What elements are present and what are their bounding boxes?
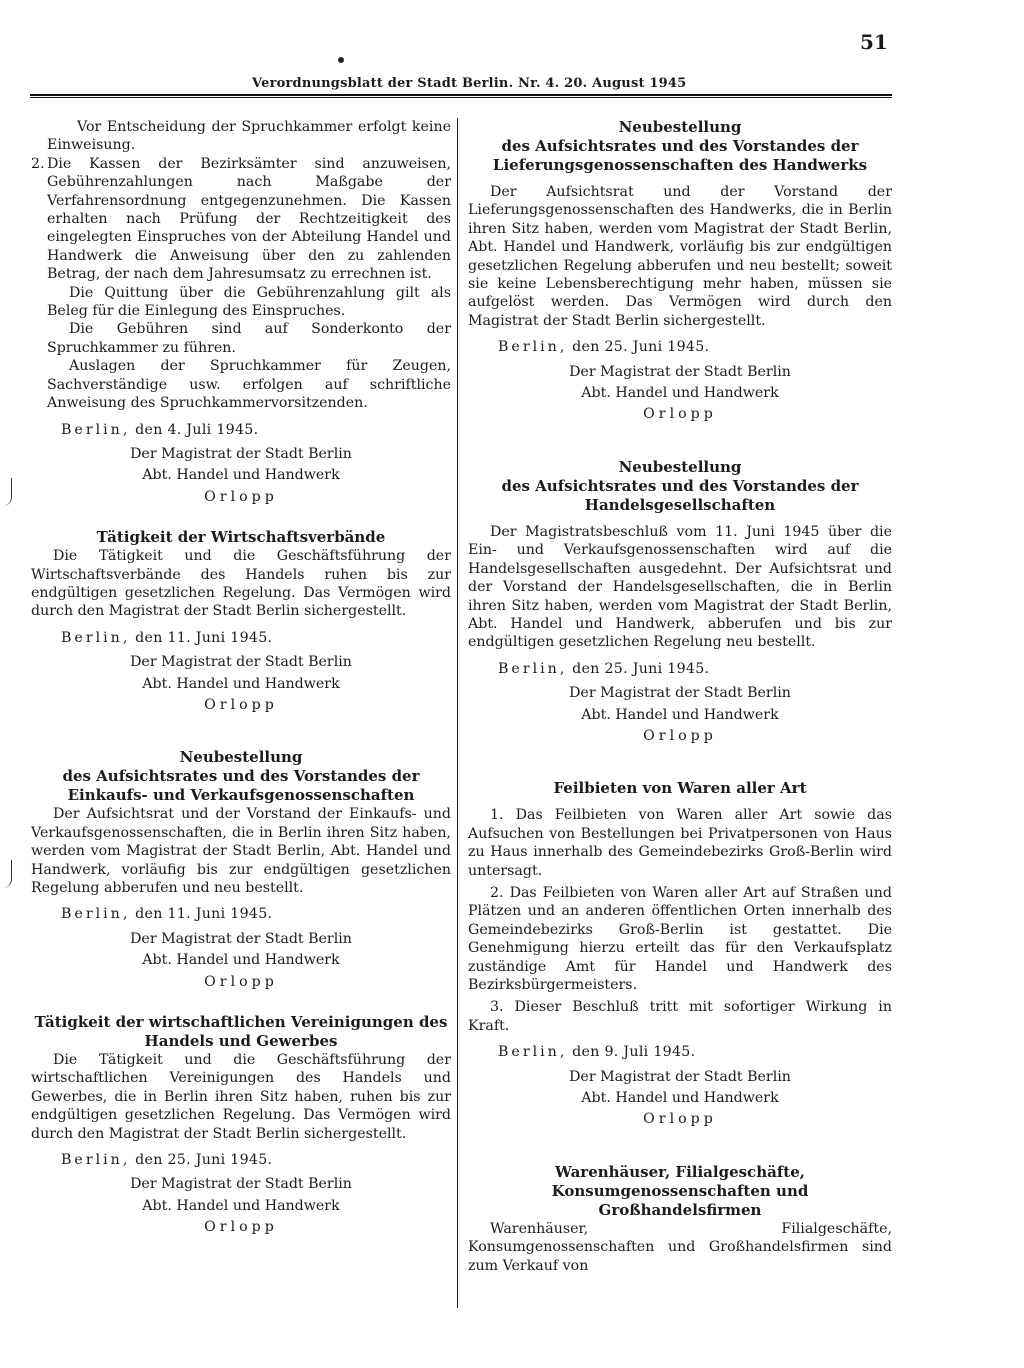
- item-text: Die Kassen der Bezirksämter sind anzuweisen, Gebührenzahlungen nach Maßgabe der Verfahrensordnung entgegenzunehmen. Die Kassen erhalten nach Prüfung der Rechtzeitigkeit des eingelegten Einspruches von der Abteilung Handel und Handwerk die Anweisung über den zu zahlenden Betrag, der nach dem Jahresumsatz zu errechnen ist.: [47, 155, 451, 283]
- place-date: Berlin, den 11. Juni 1945.: [61, 906, 273, 923]
- left-column: [31, 118, 451, 1237]
- signature-name: Orlopp: [643, 406, 717, 423]
- place-date: Berlin, den 11. Juni 1945.: [61, 629, 273, 646]
- signature-name: Orlopp: [204, 1219, 278, 1236]
- paragraph: Die Quittung über die Gebührenzahlung gilt als Beleg für die Einlegung des Einspruches.: [47, 284, 451, 320]
- signature-department: Abt. Handel und Handwerk: [142, 467, 340, 484]
- signature-department: Abt. Handel und Handwerk: [581, 1090, 779, 1107]
- place-date: Berlin, den 25. Juni 1945.: [61, 1152, 273, 1169]
- paragraph: Der Aufsichtsrat und der Vorstand der Einkaufs- und Verkaufsgenossenschaften, die in Berlin ihren Sitz haben, werden vom Magistrat der Stadt Berlin, Abt. Handel und Handwerk, vorläufig bis zur endgültigen gesetzlichen Regelung abberufen und neu bestellt.: [31, 806, 451, 896]
- numbered-item: [31, 155, 451, 284]
- place-date: Berlin, den 9. Juli 1945.: [498, 1044, 696, 1061]
- signature-authority: Der Magistrat der Stadt Berlin: [130, 445, 352, 462]
- place-date: Berlin, den 25. Juni 1945.: [498, 660, 710, 677]
- section-subheading: des Aufsichtsrates und des Vorstandes der Einkaufs- und Verkaufsgenossenschaften: [62, 767, 420, 805]
- section-heading: Feilbieten von Waren aller Art: [553, 779, 807, 798]
- signature-authority: Der Magistrat der Stadt Berlin: [569, 363, 791, 380]
- place-date: Berlin, den 4. Juli 1945.: [61, 421, 259, 438]
- place-date: Berlin, den 25. Juni 1945.: [498, 339, 710, 356]
- running-header: Verordnungsblatt der Stadt Berlin. Nr. 4. 20. August 1945: [252, 76, 687, 91]
- section-heading: Neubestellung: [618, 118, 742, 136]
- signature-name: Orlopp: [204, 973, 278, 990]
- paragraph: Der Aufsichtsrat und der Vorstand der Lieferungsgenossenschaften des Handwerks, die in Berlin ihren Sitz haben, werden vom Magistrat der Stadt Berlin, Abt. Handel und Handwerk, vorläufig bis zur endgültigen gesetzlichen Regelung abberufen und neu bestellt; soweit sie keine Lebensberechtigung mehr haben, müssen sie aufgelöst werden. Das Vermögen wird durch den Magistrat der Stadt Berlin sichergestellt.: [468, 184, 892, 329]
- paragraph: Die Gebühren sind auf Sonderkonto der Spruchkammer zu führen.: [47, 321, 451, 356]
- header-rule-thin: [30, 97, 892, 98]
- signature-department: Abt. Handel und Handwerk: [581, 385, 779, 402]
- signature-authority: Der Magistrat der Stadt Berlin: [130, 1176, 352, 1193]
- column-divider: [457, 118, 458, 1308]
- paragraph: Die Tätigkeit und die Geschäftsführung der Wirtschaftsverbände des Handels ruhen bis zur endgültigen gesetzlichen Regelung. Das Vermögen wird durch den Magistrat der Stadt Berlin sichergestellt.: [31, 548, 451, 620]
- margin-mark: [3, 860, 12, 888]
- header-rule: [30, 94, 892, 96]
- signature-name: Orlopp: [643, 727, 717, 744]
- signature-authority: Der Magistrat der Stadt Berlin: [569, 685, 791, 702]
- signature-authority: Der Magistrat der Stadt Berlin: [130, 654, 352, 671]
- paragraph: 1. Das Feilbieten von Waren aller Art sowie das Aufsuchen von Bestellungen bei Privatpersonen von Haus zu Haus innerhalb des Gemeindebezirks Groß-Berlin wird untersagt.: [468, 807, 892, 879]
- section-heading: Tätigkeit der Wirtschaftsverbände: [96, 528, 386, 547]
- signature-name: Orlopp: [204, 696, 278, 713]
- right-column: [468, 118, 892, 1275]
- signature-department: Abt. Handel und Handwerk: [142, 1197, 340, 1214]
- section-subheading: des Aufsichtsrates und des Vorstandes der Handelsgesellschaften: [501, 476, 859, 514]
- signature-department: Abt. Handel und Handwerk: [142, 675, 340, 692]
- paragraph: Vor Entscheidung der Spruchkammer erfolgt keine Einweisung.: [47, 119, 451, 154]
- page-number: 51: [860, 30, 888, 54]
- paragraph: Der Magistratsbeschluß vom 11. Juni 1945 über die Ein- und Verkaufsgenossenschaften wird auf die Handelsgesellschaften ausgedehnt. Der Aufsichtsrat und der Vorstand der Handelsgesellschaften, die in Berlin ihren Sitz haben, werden vom Magistrat der Stadt Berlin, Abt. Handel und Handwerk, abberufen und bis zur endgültigen gesetzlichen Regelung neu bestellt.: [468, 523, 892, 651]
- paragraph: Warenhäuser, Filialgeschäfte, Konsumgenossenschaften und Großhandelsfirmen sind zum Verkauf von: [468, 1220, 892, 1274]
- signature-name: Orlopp: [204, 488, 278, 505]
- section-heading: Tätigkeit der wirtschaftlichen Vereinigungen des Handels und Gewerbes: [34, 1013, 448, 1051]
- section-heading: Warenhäuser, Filialgeschäfte, Konsumgenossenschaften und Großhandelsfirmen: [551, 1162, 809, 1219]
- paragraph: 3. Dieser Beschluß tritt mit sofortiger Wirkung in Kraft.: [468, 999, 892, 1034]
- print-dot: [338, 57, 344, 63]
- item-number: 2.: [31, 155, 45, 172]
- signature-department: Abt. Handel und Handwerk: [581, 706, 779, 723]
- paragraph: 2. Das Feilbieten von Waren aller Art auf Straßen und Plätzen und an anderen öffentlichen Orten innerhalb des Gemeindebezirks Groß-Berlin ist gestattet. Die Genehmigung hierzu erteilt das für den Verkaufsplatz zuständige Amt für Handel und Handwerk des Bezirksbürgermeisters.: [468, 884, 892, 993]
- section-subheading: des Aufsichtsrates und des Vorstandes der Lieferungsgenossenschaften des Handwerks: [492, 137, 868, 174]
- signature-department: Abt. Handel und Handwerk: [142, 952, 340, 969]
- margin-mark: [3, 478, 12, 506]
- signature-name: Orlopp: [643, 1111, 717, 1128]
- signature-authority: Der Magistrat der Stadt Berlin: [569, 1068, 791, 1085]
- paragraph: Die Tätigkeit und die Geschäftsführung der wirtschaftlichen Vereinigungen des Handels und Gewerbes, die in Berlin ihren Sitz haben, ruhen bis zur endgültigen gesetzlichen Regelung. Das Vermögen wird durch den Magistrat der Stadt Berlin sichergestellt.: [31, 1052, 451, 1142]
- paragraph: Auslagen der Spruchkammer für Zeugen, Sachverständige usw. erfolgen auf schriftliche Anweisung des Spruchkammervorsitzenden.: [47, 358, 451, 412]
- section-heading: Neubestellung: [618, 457, 742, 476]
- section-heading: Neubestellung: [179, 748, 303, 767]
- signature-authority: Der Magistrat der Stadt Berlin: [130, 930, 352, 947]
